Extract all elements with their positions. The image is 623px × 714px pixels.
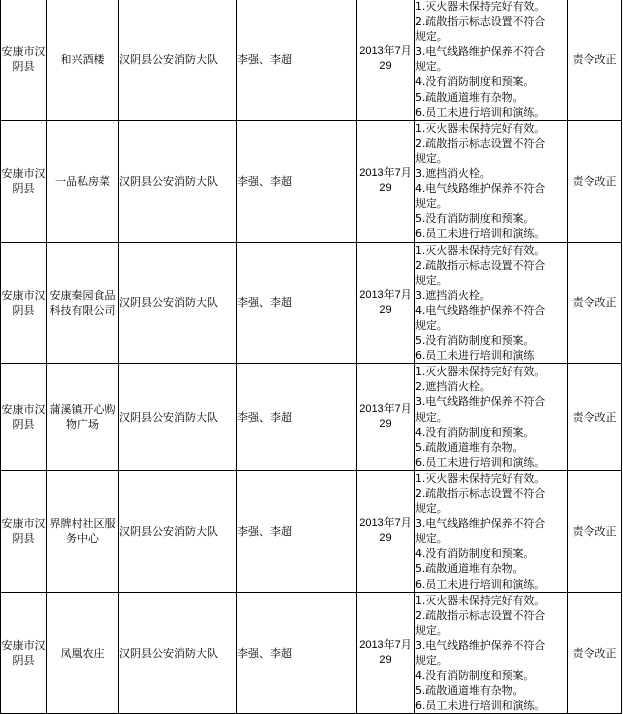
unit-cell: 一品私房菜 [47,120,119,242]
date-cell: 2013年7月29 [357,120,415,242]
inspectors-cell: 李强、李超 [237,592,357,714]
inspectors-cell: 李强、李超 [237,120,357,242]
issue-line: 3.电气线路维护保养不符合 [415,638,546,652]
issue-line: 6.员工未进行培训和演练。 [415,699,546,713]
issue-line: 6.员工未进行培训和演练。 [415,227,546,241]
table-row [1,120,622,242]
authority-cell: 汉阴县公安消防大队 [119,120,237,242]
issue-line: 5.疏散通道堆有杂物。 [415,684,524,698]
issue-line: 3.电气线路维护保养不符合 [415,395,546,409]
inspectors-cell: 李强、李超 [237,242,357,364]
action-cell: 责令改正 [568,592,622,714]
issue-line: 2.疏散指示标志设置不符合 [415,258,546,272]
issue-line: 规定。 [415,410,448,424]
action-cell: 责令改正 [568,470,622,592]
issue-line: 规定。 [415,60,448,74]
issue-line: 规定。 [415,654,448,668]
issue-line: 2.疏散指示标志设置不符合 [415,15,546,29]
date-cell: 2013年7月29 [357,470,415,592]
unit-cell: 安康秦园食品科技有限公司 [47,242,119,364]
region-cell: 安康市汉阴县 [1,470,47,592]
action-cell: 责令改正 [568,364,622,471]
issue-line: 3.遮挡消火栓。 [415,167,491,181]
inspectors-cell: 李强、李超 [237,0,357,120]
authority-cell: 汉阴县公安消防大队 [119,242,237,364]
table-row [1,242,622,364]
issue-line: 5.没有消防制度和预案。 [415,212,535,226]
issue-line: 2.疏散指示标志设置不符合 [415,487,546,500]
authority-cell: 汉阴县公安消防大队 [119,592,237,714]
issue-line: 1.灭火器未保持完好有效。 [415,243,546,257]
table-body [1,0,622,714]
table-row [1,0,622,120]
issue-line: 4.没有消防制度和预案。 [415,669,535,683]
authority-cell: 汉阴县公安消防大队 [119,0,237,120]
issue-line: 1.灭火器未保持完好有效。 [415,121,546,135]
issue-line: 3.遮挡消火栓。 [415,288,491,302]
issue-line: 6.员工未进行培训和演练。 [415,455,546,469]
issue-line: 1.灭火器未保持完好有效。 [415,0,546,13]
issues-cell [415,120,568,242]
issue-line: 规定。 [415,318,448,332]
issue-line: 6.员工未进行培训和演练。 [415,105,546,119]
issue-line: 4.没有消防制度和预案。 [415,75,535,89]
date-cell: 2013年7月29 [357,364,415,471]
issue-line: 5.疏散通道堆有杂物。 [415,440,524,454]
issues-cell [415,364,568,471]
issue-line: 3.电气线路维护保养不符合 [415,517,546,531]
issue-line: 2.疏散指示标志设置不符合 [415,136,546,150]
issues-cell [415,0,568,120]
region-cell: 安康市汉阴县 [1,592,47,714]
issue-line: 规定。 [415,502,448,516]
date-cell: 2013年7月29 [357,592,415,714]
unit-cell: 界牌村社区服务中心 [47,470,119,592]
inspectors-cell: 李强、李超 [237,470,357,592]
inspectors-cell: 李强、李超 [237,364,357,471]
issue-line: 1.灭火器未保持完好有效。 [415,365,546,379]
table-row [1,364,622,471]
date-cell: 2013年7月29 [357,242,415,364]
issue-line: 4.没有消防制度和预案。 [415,547,535,561]
issue-line: 1.灭火器未保持完好有效。 [415,471,546,485]
issue-line: 规定。 [415,532,448,546]
issues-cell [415,242,568,364]
issue-line: 规定。 [415,623,448,637]
table-row [1,470,622,592]
region-cell: 安康市汉阴县 [1,242,47,364]
issue-line: 4.电气线路维护保养不符合 [415,303,546,317]
issue-line: 5.没有消防制度和预案。 [415,334,535,348]
action-cell: 责令改正 [568,242,622,364]
issues-cell [415,592,568,714]
region-cell: 安康市汉阴县 [1,364,47,471]
unit-cell: 凤凰农庄 [47,592,119,714]
issue-line: 4.电气线路维护保养不符合 [415,182,546,196]
issue-line: 4.没有消防制度和预案。 [415,425,535,439]
table-row [1,592,622,714]
unit-cell: 和兴酒楼 [47,0,119,120]
authority-cell: 汉阴县公安消防大队 [119,470,237,592]
issue-line: 6.员工未进行培训和演练 [415,349,535,363]
issue-line: 规定。 [415,197,448,211]
date-cell: 2013年7月29 [357,0,415,120]
region-cell: 安康市汉阴县 [1,120,47,242]
region-cell: 安康市汉阴县 [1,0,47,120]
issues-cell [415,470,568,592]
issue-line: 规定。 [415,273,448,287]
issue-line: 2.疏散指示标志设置不符合 [415,608,546,622]
issue-line: 2.遮挡消火栓。 [415,380,491,394]
action-cell: 责令改正 [568,120,622,242]
issue-line: 1.灭火器未保持完好有效。 [415,593,546,607]
issue-line: 5.疏散通道堆有杂物。 [415,90,524,104]
authority-cell: 汉阴县公安消防大队 [119,364,237,471]
issue-line: 6.员工未进行培训和演练。 [415,577,546,591]
action-cell: 责令改正 [568,0,622,120]
issue-line: 规定。 [415,30,448,44]
issue-line: 5.疏散通道堆有杂物。 [415,562,524,576]
issue-line: 3.电气线路维护保养不符合 [415,45,546,59]
issue-line: 规定。 [415,151,448,165]
unit-cell: 蒲溪镇开心购物广场 [47,364,119,471]
